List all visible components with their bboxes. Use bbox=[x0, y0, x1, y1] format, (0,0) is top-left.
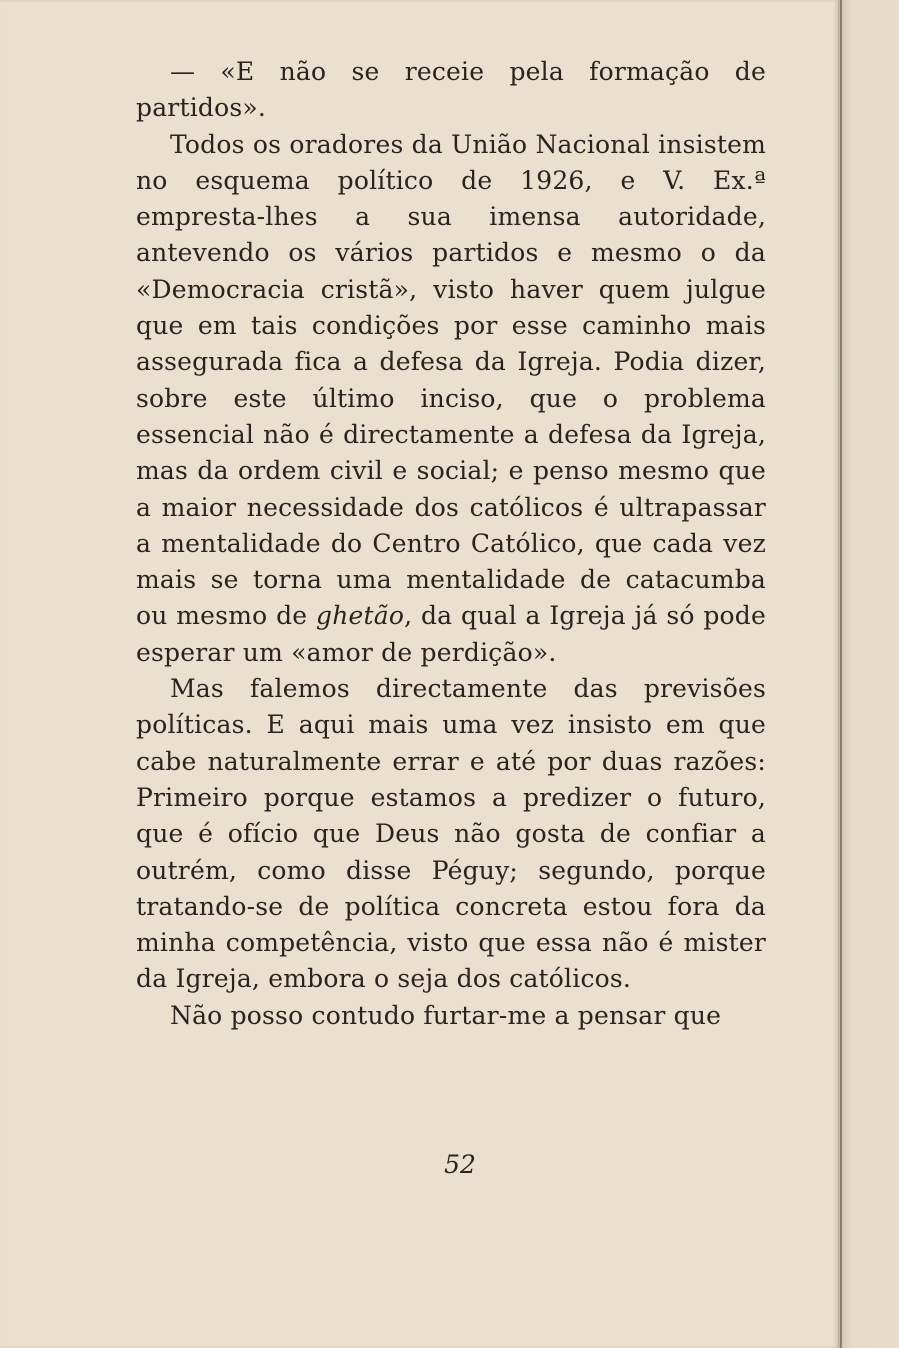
paragraph-nao-posso: Não posso contudo furtar-me a pensar que bbox=[170, 1000, 722, 1030]
page-edge bbox=[840, 0, 842, 1348]
paragraph-oradores-text: Todos os oradores da União Nacional insistem no esquema político de 1926, e V. Ex.ª empresta-lhes a sua imensa autoridade, antevendo os vários partidos e mesmo o da «Democracia cristã», visto haver quem julgue que em tais condições por esse caminho mais assegurada fica a defesa da Igreja. Podia dizer, sobre este último inciso, que o problema essencial não é directamente a defesa da Igreja, mas da ordem civil e social; e penso mesmo que a maior necessidade dos católicos é ultrapassar a mentalidade do Centro Católico, que cada vez mais se torna uma mentalidade de catacumba ou mesmo de bbox=[136, 129, 766, 631]
paragraph-previsoes: Mas falemos directamente das previsões políticas. E aqui mais uma vez insisto em que cabe naturalmente errar e até por duas razões: Primeiro porque estamos a predizer o futuro, que é ofício que Deus não gosta de confiar a outrém, como disse Péguy; segundo, porque tratando-se de política concreta estou fora da minha competência, visto que essa não é mister da Igreja, embora o seja dos católicos. bbox=[136, 674, 766, 994]
italic-word: ghetão bbox=[316, 601, 405, 631]
book-gutter bbox=[838, 0, 899, 1348]
page-number: 52 bbox=[444, 1150, 476, 1179]
paragraph-quote: — «E não se receie pela formação de partidos». bbox=[136, 57, 766, 123]
paragraph-oradores-end: , da qual a Igreja já só pode esperar um «amor de perdição». bbox=[136, 601, 766, 667]
body-text bbox=[136, 54, 766, 1034]
paragraph-oradores bbox=[136, 127, 766, 671]
